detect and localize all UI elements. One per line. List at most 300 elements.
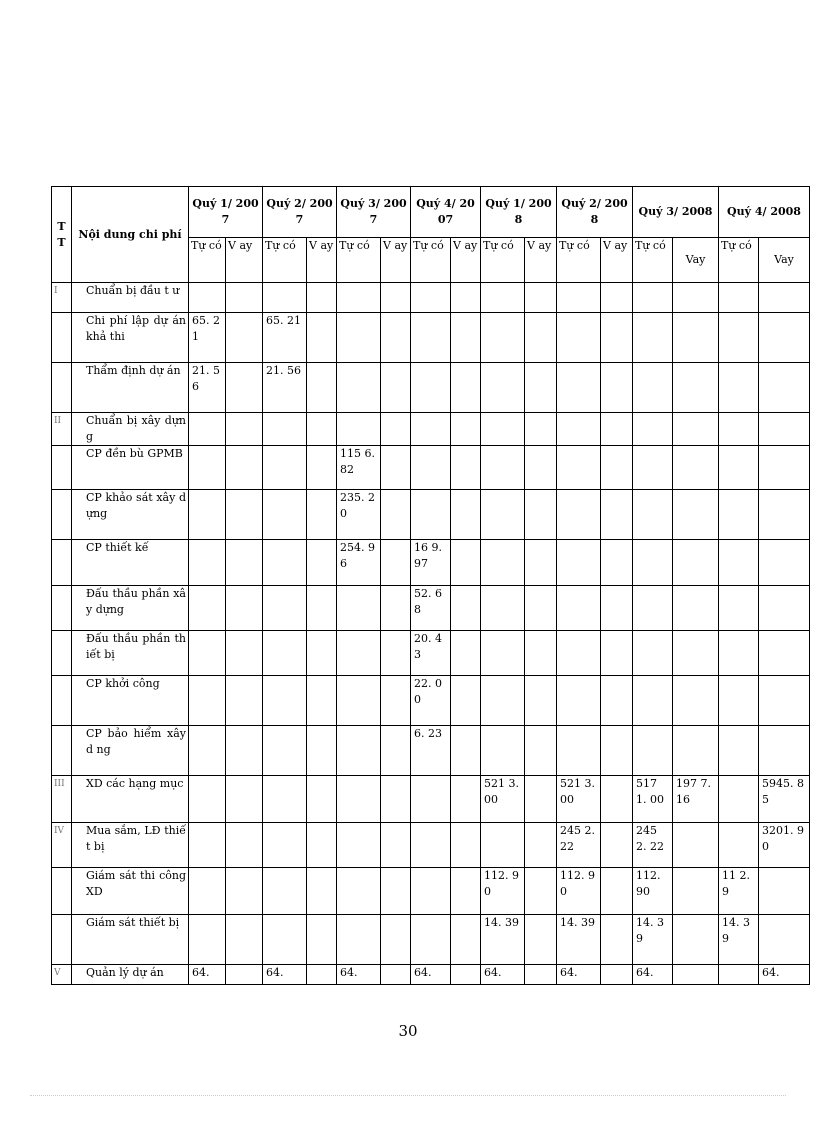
value-cell: [481, 726, 525, 776]
header-quarter: Quý 1/ 2008: [481, 187, 557, 238]
value-cell: [759, 283, 810, 313]
value-cell: [719, 363, 759, 413]
value-cell: [601, 726, 633, 776]
value-cell: 521 3. 00: [557, 776, 601, 823]
value-cell: [263, 540, 307, 586]
row-number: V: [52, 965, 72, 985]
table-row: [52, 726, 810, 776]
value-cell: [557, 490, 601, 540]
row-number: [52, 363, 72, 413]
value-cell: [411, 776, 451, 823]
value-cell: [451, 823, 481, 868]
row-label: CP bảo hiểm xây d ng: [72, 726, 189, 776]
value-cell: [633, 490, 673, 540]
value-cell: [381, 676, 411, 726]
row-number: [52, 540, 72, 586]
value-cell: [189, 631, 226, 676]
row-label: Thẩm định dự án: [72, 363, 189, 413]
value-cell: [263, 490, 307, 540]
value-cell: [381, 823, 411, 868]
value-cell: [263, 676, 307, 726]
value-cell: [337, 283, 381, 313]
value-cell: [481, 490, 525, 540]
value-cell: [411, 868, 451, 915]
value-cell: [337, 868, 381, 915]
row-label: Quản lý dự án: [72, 965, 189, 985]
table-row: [52, 446, 810, 490]
value-cell: 64.: [759, 965, 810, 985]
value-cell: [557, 313, 601, 363]
value-cell: [451, 586, 481, 631]
value-cell: [481, 586, 525, 631]
value-cell: [719, 676, 759, 726]
value-cell: [719, 965, 759, 985]
value-cell: [226, 823, 263, 868]
value-cell: [381, 446, 411, 490]
row-label: Giám sát thiết bị: [72, 915, 189, 965]
value-cell: [601, 586, 633, 631]
value-cell: [719, 823, 759, 868]
value-cell: [307, 823, 337, 868]
value-cell: [381, 915, 411, 965]
row-number: [52, 490, 72, 540]
value-cell: [307, 540, 337, 586]
value-cell: [673, 413, 719, 446]
value-cell: [307, 776, 337, 823]
value-cell: 14. 39: [557, 915, 601, 965]
value-cell: [633, 540, 673, 586]
value-cell: [481, 540, 525, 586]
header-tt: T T: [52, 187, 72, 283]
value-cell: [719, 631, 759, 676]
value-cell: 112. 90: [557, 868, 601, 915]
value-cell: [525, 823, 557, 868]
value-cell: [673, 868, 719, 915]
table-row: [52, 586, 810, 631]
value-cell: [451, 676, 481, 726]
value-cell: [307, 446, 337, 490]
value-cell: 64.: [189, 965, 226, 985]
value-cell: 64.: [411, 965, 451, 985]
value-cell: [263, 446, 307, 490]
value-cell: [759, 313, 810, 363]
header-quarter: Quý 4/ 2007: [411, 187, 481, 238]
value-cell: [189, 540, 226, 586]
row-number: [52, 586, 72, 631]
row-label: CP khởi công: [72, 676, 189, 726]
value-cell: [557, 446, 601, 490]
row-label: Chuẩn bị đầu t ư: [72, 283, 189, 313]
row-number: [52, 446, 72, 490]
value-cell: [307, 676, 337, 726]
value-cell: [759, 586, 810, 631]
value-cell: [759, 446, 810, 490]
row-number: [52, 676, 72, 726]
value-cell: [381, 413, 411, 446]
value-cell: [601, 868, 633, 915]
header-own-funds: Tự có: [411, 238, 451, 283]
header-own-funds: Tự có: [557, 238, 601, 283]
value-cell: [307, 490, 337, 540]
value-cell: [481, 823, 525, 868]
row-label: CP khảo sát xây dựng: [72, 490, 189, 540]
value-cell: 65. 21: [263, 313, 307, 363]
page-bottom-rule: [30, 1095, 786, 1096]
value-cell: [719, 776, 759, 823]
value-cell: [263, 823, 307, 868]
value-cell: [719, 313, 759, 363]
value-cell: [525, 726, 557, 776]
value-cell: [381, 631, 411, 676]
value-cell: [557, 363, 601, 413]
value-cell: [307, 726, 337, 776]
table-row: [52, 313, 810, 363]
value-cell: [481, 283, 525, 313]
value-cell: [525, 363, 557, 413]
value-cell: [451, 490, 481, 540]
value-cell: [601, 540, 633, 586]
value-cell: [557, 586, 601, 631]
value-cell: [263, 631, 307, 676]
table-row: [52, 915, 810, 965]
value-cell: [525, 676, 557, 726]
value-cell: [411, 363, 451, 413]
value-cell: [263, 413, 307, 446]
value-cell: [759, 363, 810, 413]
header-loan: V ay: [307, 238, 337, 283]
value-cell: [307, 965, 337, 985]
row-number: [52, 313, 72, 363]
value-cell: [451, 776, 481, 823]
value-cell: 64.: [337, 965, 381, 985]
value-cell: [673, 283, 719, 313]
value-cell: [481, 676, 525, 726]
value-cell: [633, 413, 673, 446]
value-cell: [601, 313, 633, 363]
value-cell: [719, 490, 759, 540]
value-cell: [633, 446, 673, 490]
value-cell: [189, 283, 226, 313]
value-cell: [381, 868, 411, 915]
value-cell: [411, 915, 451, 965]
value-cell: 16 9.97: [411, 540, 451, 586]
value-cell: [719, 413, 759, 446]
value-cell: [337, 631, 381, 676]
value-cell: [307, 586, 337, 631]
value-cell: [525, 283, 557, 313]
value-cell: [451, 868, 481, 915]
value-cell: [189, 676, 226, 726]
value-cell: 64.: [263, 965, 307, 985]
value-cell: [557, 726, 601, 776]
header-quarter: Quý 1/ 2007: [189, 187, 263, 238]
value-cell: [226, 676, 263, 726]
value-cell: [719, 446, 759, 490]
value-cell: 6. 23: [411, 726, 451, 776]
value-cell: [719, 283, 759, 313]
value-cell: [557, 413, 601, 446]
value-cell: [337, 823, 381, 868]
value-cell: [411, 313, 451, 363]
value-cell: [381, 363, 411, 413]
value-cell: [189, 823, 226, 868]
value-cell: [451, 413, 481, 446]
value-cell: [719, 586, 759, 631]
value-cell: [557, 283, 601, 313]
header-row-quarters: [52, 187, 810, 238]
table-row: [52, 965, 810, 985]
value-cell: [525, 446, 557, 490]
value-cell: 14. 39: [719, 915, 759, 965]
row-number: II: [52, 413, 72, 446]
value-cell: [226, 446, 263, 490]
value-cell: [673, 363, 719, 413]
value-cell: 64.: [481, 965, 525, 985]
header-loan: V ay: [381, 238, 411, 283]
table-row: [52, 823, 810, 868]
value-cell: [451, 446, 481, 490]
header-quarter: Quý 3/ 2008: [633, 187, 719, 238]
row-number: [52, 868, 72, 915]
value-cell: [337, 413, 381, 446]
table-row: [52, 413, 810, 446]
header-own-funds: Tự có: [481, 238, 525, 283]
row-label: CP thiết kế: [72, 540, 189, 586]
value-cell: [481, 313, 525, 363]
row-number: [52, 726, 72, 776]
value-cell: 3201. 90: [759, 823, 810, 868]
header-own-funds: Tự có: [189, 238, 226, 283]
value-cell: [189, 586, 226, 631]
value-cell: [411, 446, 451, 490]
value-cell: [337, 313, 381, 363]
header-content: Nội dung chi phí: [72, 187, 189, 283]
value-cell: [263, 283, 307, 313]
value-cell: 20. 43: [411, 631, 451, 676]
value-cell: [673, 586, 719, 631]
header-own-funds: Tự có: [719, 238, 759, 283]
value-cell: [226, 965, 263, 985]
table-row: [52, 540, 810, 586]
table-row: [52, 868, 810, 915]
value-cell: [307, 915, 337, 965]
value-cell: 112. 90: [481, 868, 525, 915]
value-cell: [226, 363, 263, 413]
value-cell: [307, 631, 337, 676]
value-cell: [759, 413, 810, 446]
header-own-funds: Tự có: [337, 238, 381, 283]
value-cell: [307, 283, 337, 313]
value-cell: [719, 540, 759, 586]
value-cell: [451, 540, 481, 586]
value-cell: [451, 283, 481, 313]
value-cell: [381, 726, 411, 776]
value-cell: [601, 823, 633, 868]
value-cell: [601, 631, 633, 676]
value-cell: [381, 490, 411, 540]
value-cell: [759, 676, 810, 726]
value-cell: [411, 823, 451, 868]
value-cell: [673, 540, 719, 586]
value-cell: [307, 413, 337, 446]
value-cell: [759, 490, 810, 540]
header-quarter: Quý 3/ 2007: [337, 187, 411, 238]
value-cell: [337, 676, 381, 726]
row-label: CP đền bù GPMB: [72, 446, 189, 490]
value-cell: [337, 726, 381, 776]
value-cell: [189, 446, 226, 490]
value-cell: [481, 446, 525, 490]
value-cell: [601, 776, 633, 823]
value-cell: 521 3. 00: [481, 776, 525, 823]
value-cell: 21. 56: [189, 363, 226, 413]
value-cell: [601, 363, 633, 413]
table-row: [52, 363, 810, 413]
value-cell: [411, 283, 451, 313]
header-quarter: Quý 2/ 2007: [263, 187, 337, 238]
value-cell: [189, 490, 226, 540]
value-cell: [226, 283, 263, 313]
value-cell: [226, 915, 263, 965]
value-cell: [189, 413, 226, 446]
value-cell: 254. 96: [337, 540, 381, 586]
header-own-funds: Tự có: [263, 238, 307, 283]
value-cell: [673, 490, 719, 540]
value-cell: [601, 915, 633, 965]
value-cell: [381, 313, 411, 363]
value-cell: [226, 490, 263, 540]
value-cell: [307, 313, 337, 363]
value-cell: [525, 313, 557, 363]
value-cell: 112. 90: [633, 868, 673, 915]
value-cell: [226, 586, 263, 631]
value-cell: [759, 915, 810, 965]
row-number: IV: [52, 823, 72, 868]
header-own-funds: Tự có: [633, 238, 673, 283]
value-cell: 115 6. 82: [337, 446, 381, 490]
value-cell: [525, 540, 557, 586]
value-cell: [411, 490, 451, 540]
value-cell: [226, 540, 263, 586]
value-cell: [633, 676, 673, 726]
table-row: [52, 776, 810, 823]
header-loan: V ay: [451, 238, 481, 283]
value-cell: [719, 726, 759, 776]
value-cell: [525, 776, 557, 823]
value-cell: [673, 965, 719, 985]
value-cell: [673, 823, 719, 868]
row-number: III: [52, 776, 72, 823]
value-cell: [525, 413, 557, 446]
value-cell: 5945. 85: [759, 776, 810, 823]
table-row: [52, 490, 810, 540]
value-cell: [481, 413, 525, 446]
value-cell: [525, 490, 557, 540]
value-cell: 21. 56: [263, 363, 307, 413]
row-label: Đấu thầu phần thiết bị: [72, 631, 189, 676]
value-cell: 52. 68: [411, 586, 451, 631]
value-cell: [189, 776, 226, 823]
row-number: [52, 915, 72, 965]
value-cell: [337, 776, 381, 823]
row-number: I: [52, 283, 72, 313]
value-cell: [263, 726, 307, 776]
table-body: [52, 283, 810, 985]
value-cell: [759, 726, 810, 776]
value-cell: [673, 676, 719, 726]
value-cell: [601, 446, 633, 490]
value-cell: [759, 868, 810, 915]
page-number: 30: [398, 1022, 418, 1040]
value-cell: 235. 20: [337, 490, 381, 540]
row-label: XD các hạng mục: [72, 776, 189, 823]
row-label: Chuẩn bị xây dựng: [72, 413, 189, 446]
value-cell: [525, 586, 557, 631]
value-cell: [601, 965, 633, 985]
value-cell: [673, 313, 719, 363]
table-row: [52, 676, 810, 726]
row-number: [52, 631, 72, 676]
value-cell: 64.: [557, 965, 601, 985]
value-cell: [451, 313, 481, 363]
value-cell: [759, 540, 810, 586]
value-cell: [673, 726, 719, 776]
header-loan: V ay: [226, 238, 263, 283]
value-cell: [451, 631, 481, 676]
header-loan: Vay: [759, 238, 810, 283]
value-cell: [411, 413, 451, 446]
value-cell: [189, 915, 226, 965]
value-cell: [226, 776, 263, 823]
value-cell: 245 2. 22: [633, 823, 673, 868]
value-cell: [263, 915, 307, 965]
value-cell: [673, 631, 719, 676]
value-cell: 14. 39: [481, 915, 525, 965]
row-label: Mua sắm, LĐ thiết bị: [72, 823, 189, 868]
value-cell: [337, 915, 381, 965]
value-cell: [381, 283, 411, 313]
value-cell: [601, 490, 633, 540]
value-cell: [601, 676, 633, 726]
value-cell: [307, 868, 337, 915]
value-cell: 517 1. 00: [633, 776, 673, 823]
header-loan: Vay: [673, 238, 719, 283]
value-cell: [381, 540, 411, 586]
value-cell: [481, 363, 525, 413]
value-cell: [525, 965, 557, 985]
value-cell: [601, 413, 633, 446]
value-cell: [263, 776, 307, 823]
value-cell: [307, 363, 337, 413]
value-cell: [381, 586, 411, 631]
value-cell: [189, 726, 226, 776]
value-cell: [525, 868, 557, 915]
value-cell: [451, 965, 481, 985]
value-cell: [381, 776, 411, 823]
value-cell: [673, 915, 719, 965]
value-cell: [759, 631, 810, 676]
value-cell: [633, 283, 673, 313]
value-cell: [633, 313, 673, 363]
row-label: Đấu thầu phần xây dựng: [72, 586, 189, 631]
row-label: Chi phí lập dự án khả thi: [72, 313, 189, 363]
value-cell: [633, 363, 673, 413]
value-cell: 245 2. 22: [557, 823, 601, 868]
header-loan: V ay: [601, 238, 633, 283]
value-cell: [525, 631, 557, 676]
value-cell: [633, 586, 673, 631]
value-cell: [557, 540, 601, 586]
